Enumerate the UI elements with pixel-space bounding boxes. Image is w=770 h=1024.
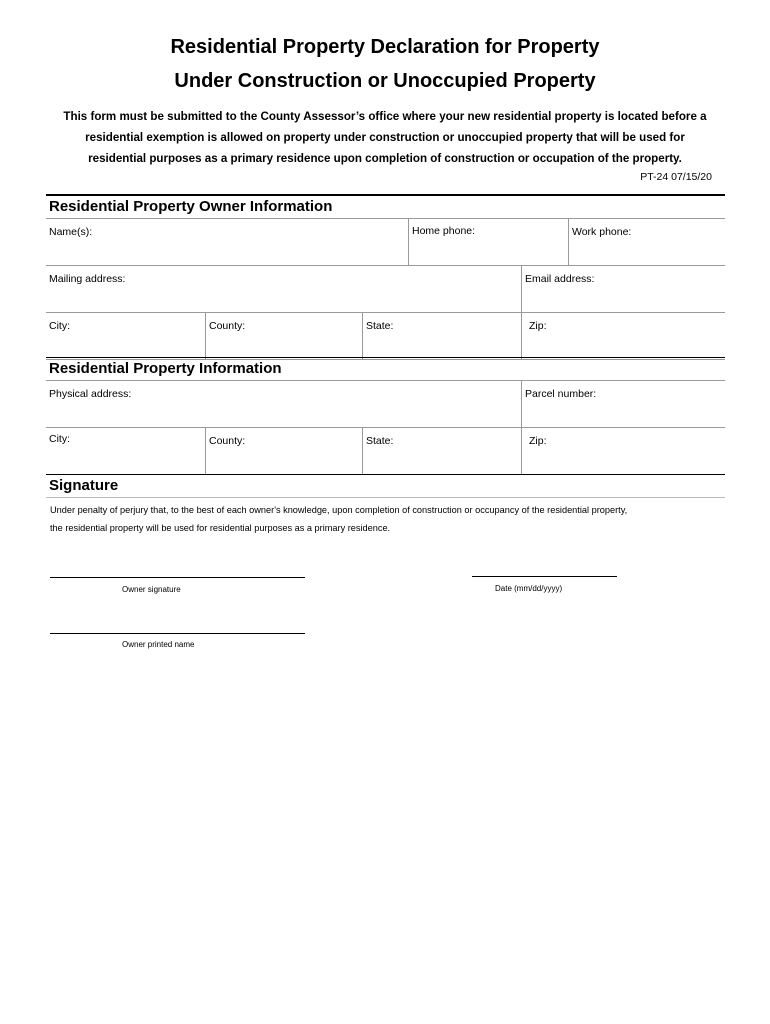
property-zip-label: Zip:	[529, 435, 547, 447]
work-phone-field[interactable]	[568, 219, 725, 265]
owner-county-field[interactable]	[205, 313, 362, 359]
owner-state-label: State:	[366, 320, 394, 332]
owner-row-names	[46, 219, 725, 266]
mailing-address-label: Mailing address:	[49, 273, 126, 285]
email-address-field[interactable]	[521, 266, 725, 312]
owner-signature-label: Owner signature	[122, 585, 181, 594]
property-section-heading: Residential Property Information	[46, 357, 725, 381]
intro-paragraph	[40, 106, 730, 169]
owner-county-label: County:	[209, 320, 246, 332]
intro-line-2: residential exemption is allowed on property under construction or unoccupied property that will be used for	[85, 131, 685, 144]
property-county-field[interactable]	[205, 428, 362, 474]
intro-line-3: residential purposes as a primary residence upon completion of construction or occupation of the property.	[88, 152, 682, 165]
owner-signature-line[interactable]	[50, 577, 305, 578]
signature-section-heading: Signature	[46, 474, 725, 498]
owner-zip-label: Zip:	[529, 320, 547, 332]
perjury-statement	[46, 498, 725, 537]
date-line[interactable]	[472, 576, 617, 577]
email-address-label: Email address:	[525, 273, 595, 285]
owner-section-heading: Residential Property Owner Information	[46, 194, 725, 219]
property-row-city	[46, 428, 725, 475]
owner-row-city	[46, 313, 725, 360]
property-county-label: County:	[209, 435, 246, 447]
home-phone-label: Home phone:	[412, 225, 476, 237]
physical-address-field[interactable]	[46, 381, 521, 427]
mailing-address-field[interactable]	[46, 266, 521, 312]
property-state-label: State:	[366, 435, 394, 447]
form-title	[0, 30, 770, 98]
parcel-number-label: Parcel number:	[525, 388, 597, 400]
work-phone-label: Work phone:	[572, 226, 632, 238]
property-city-label: City:	[49, 433, 70, 445]
owner-printed-name-line[interactable]	[50, 633, 305, 634]
date-label: Date (mm/dd/yyyy)	[495, 584, 563, 593]
physical-address-label: Physical address:	[49, 388, 132, 400]
property-state-field[interactable]	[362, 428, 521, 474]
title-line-1: Residential Property Declaration for Property	[170, 36, 600, 58]
signature-section	[46, 474, 725, 537]
form-code: PT-24 07/15/20	[640, 171, 712, 183]
perjury-statement-line-2: the residential property will be used for residential purposes as a primary residence.	[50, 523, 391, 533]
parcel-number-field[interactable]	[521, 381, 725, 427]
property-city-field[interactable]	[46, 428, 205, 474]
owner-information-section	[46, 194, 725, 360]
owner-printed-name-label: Owner printed name	[122, 640, 195, 649]
property-zip-field[interactable]	[521, 428, 725, 474]
property-row-address	[46, 381, 725, 428]
names-label: Name(s):	[49, 226, 93, 238]
intro-line-1: This form must be submitted to the County Assessor’s office where your new residential property is located before a	[63, 110, 707, 123]
owner-city-field[interactable]	[46, 313, 205, 359]
owner-city-label: City:	[49, 320, 70, 332]
home-phone-field[interactable]	[408, 219, 568, 265]
names-field[interactable]	[46, 219, 408, 265]
owner-state-field[interactable]	[362, 313, 521, 359]
title-line-2: Under Construction or Unoccupied Property	[174, 70, 596, 92]
property-information-section	[46, 357, 725, 475]
perjury-statement-line-1: Under penalty of perjury that, to the best of each owner's knowledge, upon completion of construction or occupancy of the residential property,	[50, 505, 628, 515]
owner-row-mailing	[46, 266, 725, 313]
owner-zip-field[interactable]	[521, 313, 725, 359]
